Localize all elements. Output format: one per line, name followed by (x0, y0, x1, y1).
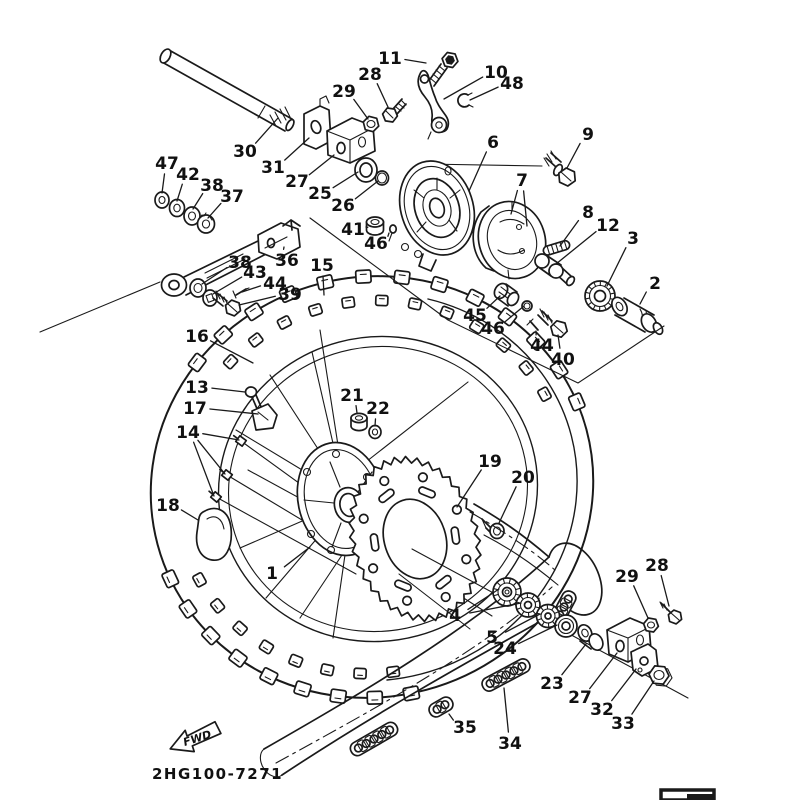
tire-knob (354, 668, 366, 679)
sprocket-bolt-hole (419, 473, 428, 482)
part-label: 38 (228, 253, 252, 274)
tire-knob (367, 691, 382, 704)
axle-end-nut (367, 217, 384, 235)
part-label: 5 (486, 628, 498, 649)
tire-knob (330, 689, 347, 704)
tire-knob (320, 664, 334, 676)
part-label: 23 (540, 674, 564, 695)
part-label: 22 (366, 399, 390, 420)
tire-knob (342, 297, 355, 309)
spoke-nut (351, 413, 367, 430)
fwd-label: FWD (181, 727, 213, 749)
part-label: 12 (596, 216, 620, 237)
part-label: 9 (582, 125, 594, 146)
part-label: 16 (185, 327, 209, 348)
part-label: 30 (233, 142, 257, 163)
part-label: 6 (487, 133, 499, 154)
part-label: 2 (649, 274, 661, 295)
tire-knob (376, 295, 388, 306)
part-label: 35 (453, 718, 477, 739)
oil-seal (555, 615, 577, 637)
part-label: 10 (484, 63, 508, 84)
part-label: 46 (481, 319, 505, 340)
part-label: 32 (590, 700, 614, 721)
part-label: 4 (449, 606, 461, 627)
part-label: 36 (275, 251, 299, 272)
part-label: 39 (278, 285, 302, 306)
spoke-washer (369, 426, 381, 439)
part-label: 17 (183, 399, 207, 420)
part-label: 29 (615, 567, 639, 588)
part-label: 44 (530, 336, 554, 357)
part-label: 21 (340, 386, 364, 407)
part-label: 45 (463, 306, 487, 327)
rim-band (197, 509, 232, 561)
part-label: 46 (364, 234, 388, 255)
part-label: 11 (378, 49, 402, 70)
sprocket-bolt-hole (359, 514, 368, 523)
part-label: 18 (156, 496, 180, 517)
wheel-bearing-right (585, 281, 615, 311)
tire-knob (316, 274, 333, 290)
part-label: 24 (493, 639, 517, 660)
part-label: 47 (155, 154, 179, 175)
sprocket-bolt-hole (369, 564, 378, 573)
adjuster-nut (644, 618, 659, 632)
washer (170, 200, 185, 217)
part-label: 31 (261, 158, 285, 179)
part-label: 43 (243, 263, 267, 284)
part-label: 3 (627, 229, 639, 250)
part-label: 33 (611, 714, 635, 735)
part-label: 42 (176, 165, 200, 186)
sprocket-slot (370, 533, 379, 551)
part-label: 29 (332, 82, 356, 103)
part-label: 28 (358, 65, 382, 86)
part-label: 41 (341, 220, 365, 241)
leader-line (375, 419, 376, 426)
part-label: 40 (551, 350, 575, 371)
part-label: 48 (500, 74, 524, 95)
sprocket-bolt-hole (403, 596, 412, 605)
part-label: 1 (266, 564, 278, 585)
part-label: 13 (185, 378, 209, 399)
part-label: 7 (516, 171, 528, 192)
sprocket-bolt-hole (441, 593, 450, 602)
part-label: 34 (498, 734, 522, 755)
part-label: 20 (511, 468, 535, 489)
diagram-code: 2HG100-7271 (152, 765, 284, 783)
part-label: 14 (176, 423, 200, 444)
part-label: 19 (478, 452, 502, 473)
part-label: 27 (568, 688, 592, 709)
sprocket-bolt-hole (380, 477, 389, 486)
part-label: 15 (310, 256, 334, 277)
part-label: 25 (308, 184, 332, 205)
part-label: 8 (582, 203, 594, 224)
part-label: 27 (285, 172, 309, 193)
sprocket-slot (451, 527, 460, 545)
tire-knob (394, 270, 410, 284)
part-label: 28 (645, 556, 669, 577)
tire-knob (356, 270, 372, 283)
part-label: 26 (331, 196, 355, 217)
part-label: 44 (263, 274, 287, 295)
part-label: 38 (200, 176, 224, 197)
axle-nut (155, 192, 169, 208)
adjuster-nut (363, 116, 378, 131)
dust-seal (355, 158, 377, 182)
sprocket-bolt-hole (462, 555, 471, 564)
part-label: 37 (220, 187, 244, 208)
